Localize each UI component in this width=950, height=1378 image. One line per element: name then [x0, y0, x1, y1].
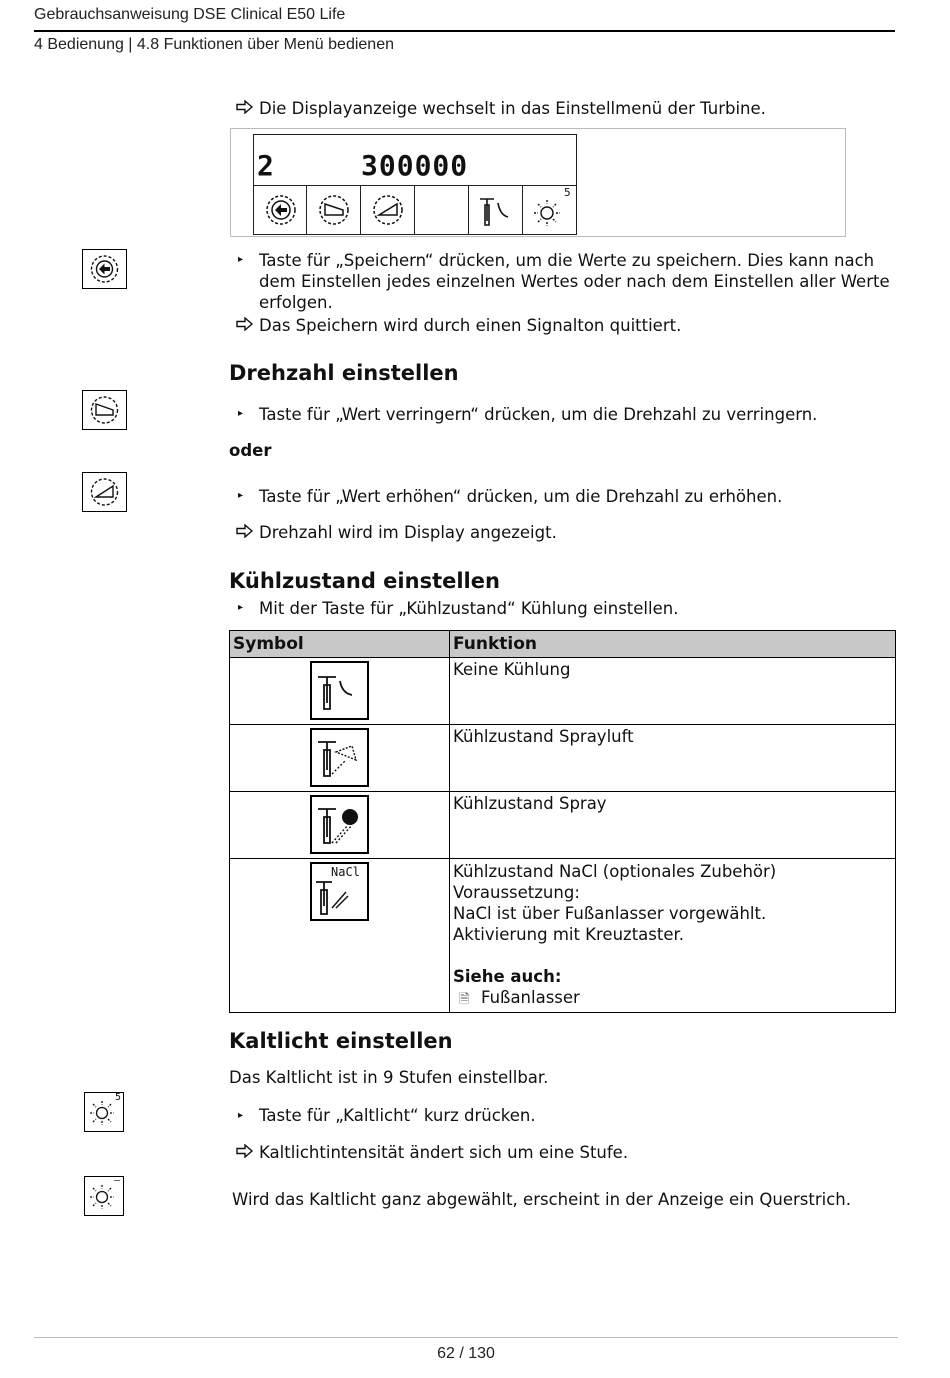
display-figure: [230, 128, 846, 237]
lcd-screen: [253, 134, 577, 235]
table-row: [230, 658, 896, 725]
step-bullet: ▸: [238, 1110, 244, 1121]
result-arrow-icon: [236, 100, 254, 114]
cold-light-icon: [528, 191, 568, 231]
kaltlicht-note-text: Wird das Kaltlicht ganz abgewählt, erscheint in der Anzeige ein Querstrich.: [232, 1190, 851, 1209]
nacl-icon-label: NaCl: [331, 865, 360, 879]
no-cooling-icon: [310, 661, 369, 720]
nacl-line4: Aktivierung mit Kreuztaster.: [453, 925, 685, 944]
foot-switch-link[interactable]: 🗎 Fußanlasser: [453, 987, 892, 1010]
drehzahl-result-text: Drehzahl wird im Display angezeigt.: [259, 523, 557, 542]
table-row: [230, 859, 896, 1013]
kaltlicht-result-text: Kaltlichtintensität ändert sich um eine Stufe.: [259, 1143, 629, 1162]
save-step-line1: Taste für „Speichern“ drücken, um die Werte zu speichern. Dies kann nach: [259, 251, 875, 270]
cold-light-off-label: –: [114, 1175, 121, 1186]
save-icon: [262, 191, 300, 229]
table-row: [230, 792, 896, 859]
save-result-text: Das Speichern wird durch einen Signalton quittiert.: [259, 316, 682, 335]
or-label: oder: [229, 441, 272, 460]
document-title: Gebrauchsanweisung DSE Clinical E50 Life: [34, 6, 346, 23]
document-icon: 🗎: [459, 992, 470, 1007]
save-step-line3: erfolgen.: [259, 293, 333, 312]
nacl-icon: [310, 862, 369, 921]
footer-rule: [34, 1337, 898, 1338]
kuehl-step-text: Mit der Taste für „Kühlzustand“ Kühlung einstellen.: [259, 599, 679, 618]
cooling-off-icon: [476, 191, 516, 231]
save-step-line2: dem Einstellen jedes einzelnen Wertes oder nach dem Einstellen aller Werte: [259, 272, 890, 291]
table-header-function: Funktion: [450, 631, 896, 658]
result-arrow-icon: [236, 524, 254, 538]
step-bullet: ▸: [238, 490, 244, 501]
lcd-speed-value: 300000: [361, 149, 469, 182]
increase-icon: [369, 191, 407, 229]
table-header-symbol: Symbol: [230, 631, 450, 658]
result-arrow-icon: [236, 317, 254, 331]
page-number: 62 / 130: [437, 1345, 495, 1362]
kaltlicht-step-text: Taste für „Kaltlicht“ kurz drücken.: [259, 1106, 536, 1125]
display-change-text: Die Displayanzeige wechselt in das Einstellmenü der Turbine.: [259, 99, 766, 118]
decrease-key-icon: [82, 390, 127, 430]
decrease-step-text: Taste für „Wert verringern“ drücken, um die Drehzahl zu verringern.: [259, 405, 818, 424]
lcd-program-number: 2: [257, 149, 275, 182]
spray-icon: [310, 795, 369, 854]
table-row: [230, 725, 896, 792]
row-function: Kühlzustand Spray: [450, 792, 896, 859]
save-key-icon: [82, 249, 127, 289]
cooling-table: [229, 630, 896, 1013]
cold-light-off-icon: [84, 1176, 124, 1216]
kaltlicht-heading: Kaltlicht einstellen: [229, 1029, 453, 1053]
kuehl-heading: Kühlzustand einstellen: [229, 569, 500, 593]
step-bullet: ▸: [238, 408, 244, 419]
nacl-line2: Voraussetzung:: [453, 883, 580, 902]
increase-key-icon: [82, 472, 127, 512]
nacl-line3: NaCl ist über Fußanlasser vorgewählt.: [453, 904, 767, 923]
cold-light-key-icon: [84, 1092, 124, 1132]
cold-light-level-label: 5: [115, 1092, 122, 1103]
breadcrumb: 4 Bedienung | 4.8 Funktionen über Menü bedienen: [34, 36, 394, 53]
row-function: Kühlzustand Sprayluft: [450, 725, 896, 792]
light-level-indicator: 5: [564, 186, 571, 199]
lcd-softkeys: [254, 185, 576, 234]
step-bullet: ▸: [238, 254, 244, 265]
drehzahl-heading: Drehzahl einstellen: [229, 361, 459, 385]
row-function: Keine Kühlung: [450, 658, 896, 725]
see-also-label: Siehe auch:: [453, 967, 562, 986]
result-arrow-icon: [236, 1144, 254, 1158]
step-bullet: ▸: [238, 602, 244, 613]
increase-step-text: Taste für „Wert erhöhen“ drücken, um die Drehzahl zu erhöhen.: [259, 487, 783, 506]
kaltlicht-intro-text: Das Kaltlicht ist in 9 Stufen einstellbar.: [229, 1068, 549, 1087]
nacl-line1: Kühlzustand NaCl (optionales Zubehör): [453, 862, 777, 881]
spray-air-icon: [310, 728, 369, 787]
decrease-icon: [315, 191, 353, 229]
header-rule: [34, 30, 895, 32]
